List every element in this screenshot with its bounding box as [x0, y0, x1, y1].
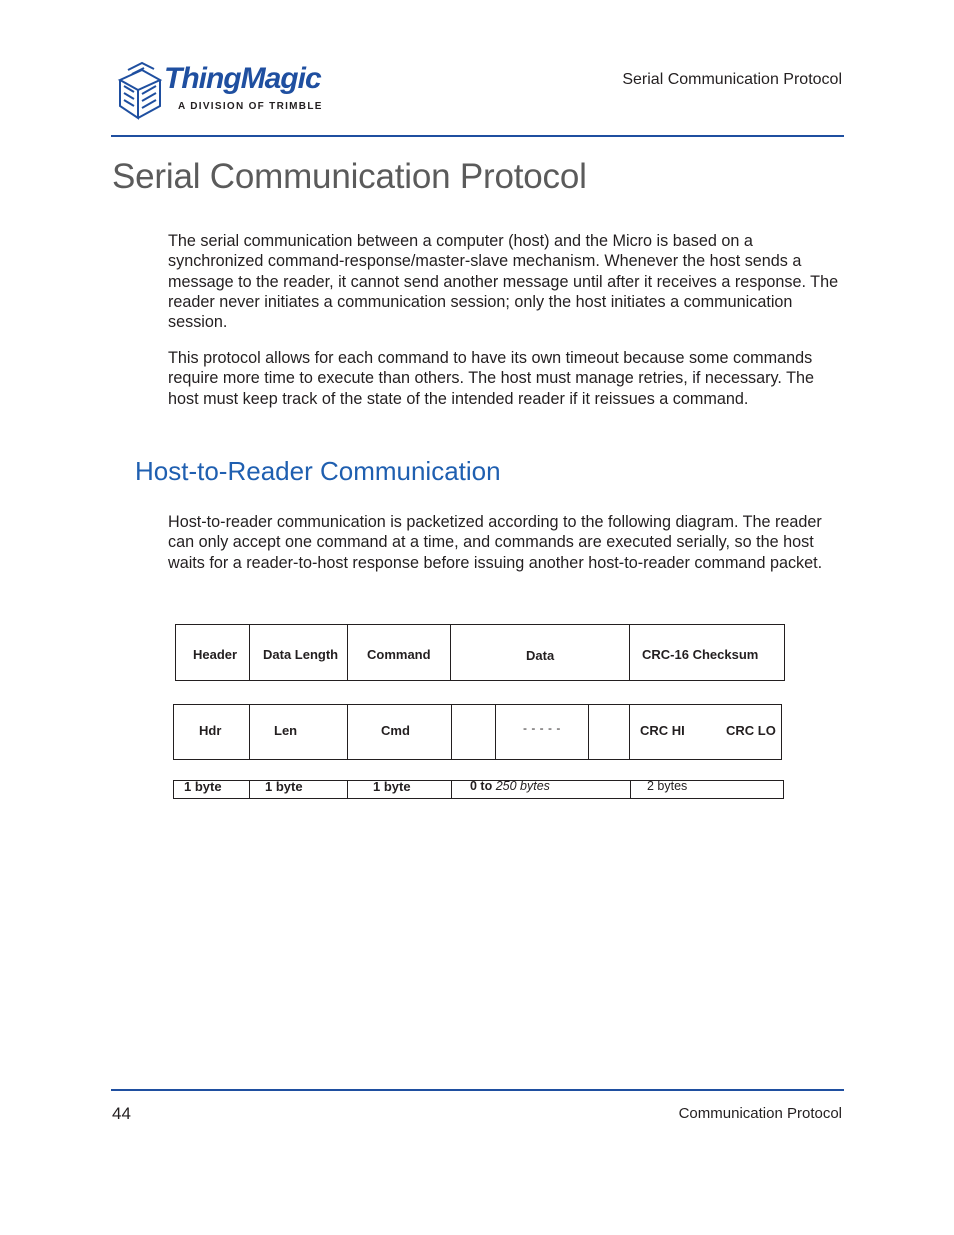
- size-header: 1 byte: [184, 779, 222, 794]
- field-crc-label: CRC-16 Checksum: [642, 647, 759, 662]
- section-paragraph: Host-to-reader communication is packetized according to the following diagram. The reader can only accept one command at a time, and commands are executed serially, so the host waits for a reader-to-host response before issuing another host-to-reader command packet.: [168, 513, 823, 572]
- page-number: 44: [112, 1104, 131, 1123]
- abbr-data-first-cell: [451, 704, 496, 760]
- field-data-length-label: Data Length: [263, 647, 339, 662]
- footer-rule: [111, 1089, 844, 1091]
- field-header-label: Header: [193, 647, 238, 662]
- abbr-data-last-cell: [588, 704, 630, 760]
- sizes-divider-1: [249, 780, 250, 799]
- section-heading: Host-to-Reader Communication: [135, 456, 501, 486]
- size-command: 1 byte: [373, 779, 411, 794]
- field-command-label: Command: [367, 647, 431, 662]
- size-crc: 2 bytes: [647, 779, 688, 793]
- footer-chapter: Communication Protocol: [678, 1105, 842, 1122]
- page-title: Serial Communication Protocol: [112, 157, 587, 196]
- size-length: 1 byte: [265, 779, 303, 794]
- abbr-data-bottom-line: [496, 759, 588, 760]
- abbr-len-label: Len: [274, 723, 298, 738]
- logo-subtitle: A DIVISION OF TRIMBLE: [178, 101, 323, 112]
- sizes-divider-2: [347, 780, 348, 799]
- abbr-crc-hi-label: CRC HI: [640, 723, 685, 738]
- abbr-data-dashes: - - - - -: [523, 721, 561, 735]
- abbr-cmd-label: Cmd: [381, 723, 410, 738]
- size-data-suffix: 250 bytes: [495, 779, 550, 793]
- size-data-prefix: 0 to: [470, 779, 493, 793]
- sizes-divider-4: [630, 780, 631, 799]
- abbr-crc-lo-label: CRC LO: [726, 723, 776, 738]
- logo-wordmark: ThingMagic: [164, 62, 321, 95]
- abbr-data-top-line: [496, 704, 588, 705]
- field-data-label: Data: [526, 648, 555, 663]
- abbr-len-cell: [249, 704, 348, 760]
- abbr-hdr-label: Hdr: [199, 723, 222, 738]
- intro-paragraph-2: This protocol allows for each command to have its own timeout because some commands require more time to execute than others. The host must manage retries, if necessary. The host must keep track of the state of the intended reader if it reissues a command.: [168, 349, 815, 408]
- size-data: [470, 779, 550, 793]
- sizes-divider-3: [451, 780, 452, 799]
- running-header-title: Serial Communication Protocol: [622, 71, 842, 88]
- intro-paragraph-1: The serial communication between a computer (host) and the Micro is based on a synchronized command-response/master-slave mechanism. Whenever the host sends a message to the reader, it cannot send another message until after it receives a response. The reader never initiates a communication session; only the host initiates a communication session.: [168, 232, 839, 332]
